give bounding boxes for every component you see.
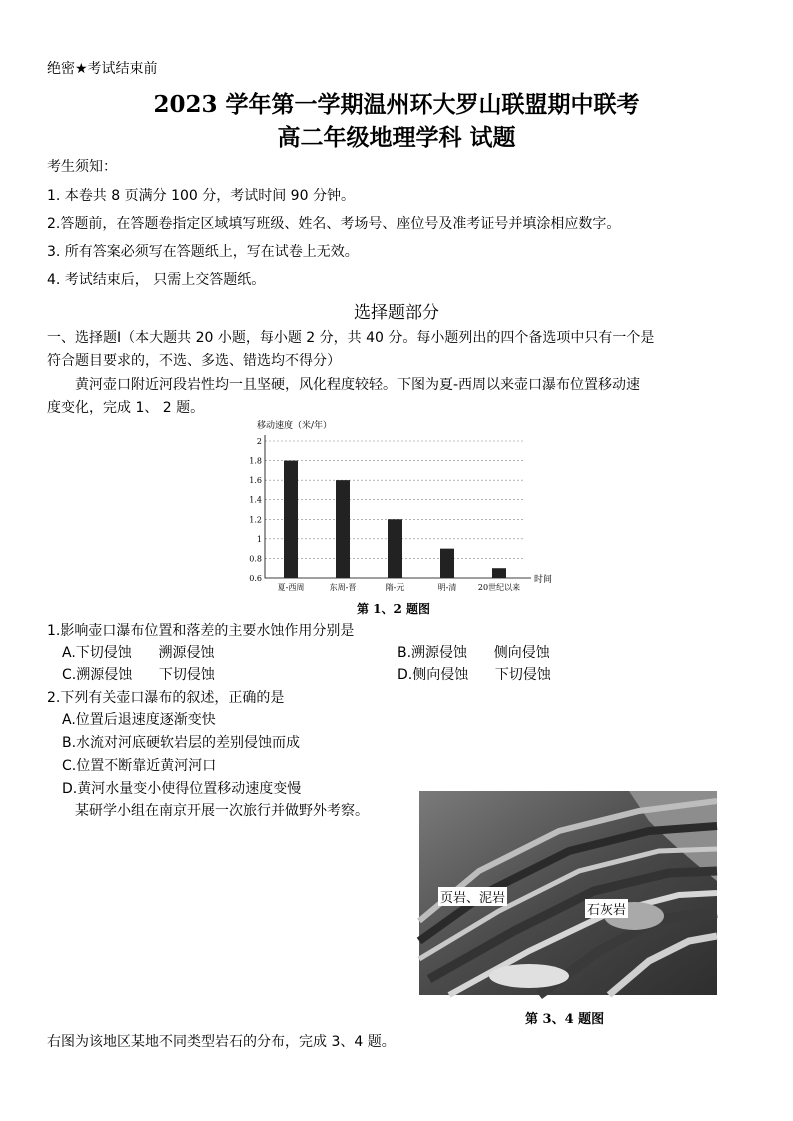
passage-text-cont: 度变化，完成 1、 2 题。 [47, 400, 205, 416]
passage-text: 黄河壶口附近河段岩性均一且坚硬，风化程度较轻。下图为夏-西周以来壶口瀑布位置移动速 [75, 377, 641, 393]
question-1-option-d: D.侧向侵蚀 下切侵蚀 [397, 667, 551, 683]
photo-label-limestone: 石灰岩 [585, 899, 628, 918]
y-tick-label: 1.4 [249, 495, 262, 505]
y-tick-label: 0.8 [249, 554, 262, 564]
y-tick-label: 1 [256, 534, 262, 544]
y-tick-label: 1.6 [249, 476, 262, 486]
x-tick-label: 明-清 [437, 583, 457, 592]
bar [440, 549, 454, 578]
y-axis-label: 移动速度（米/年） [257, 421, 333, 431]
photo-caption: 第 3、4 题图 [525, 1012, 605, 1027]
chart-canvas [249, 417, 563, 599]
y-tick-label: 1.8 [249, 456, 262, 466]
notes-heading: 考生须知： [47, 159, 117, 175]
bar [284, 461, 298, 578]
section-intro: 一、选择题Ⅰ（本大题共 20 小题，每小题 2 分，共 40 分。每小题列出的四个备选项中只有一个是 [47, 330, 655, 346]
x-tick-label: 夏-西周 [277, 583, 305, 592]
question-2-option-d: D.黄河水量变小使得位置移动速度变慢 [62, 781, 302, 797]
bar [492, 568, 506, 578]
chart-caption: 第 1、2 题图 [357, 602, 431, 616]
question-2-option-a: A.位置后退速度逐渐变快 [62, 712, 216, 728]
question-2-option-c: C.位置不断靠近黄河河口 [62, 758, 217, 774]
question-1-option-a: A.下切侵蚀 溯源侵蚀 [62, 645, 215, 661]
exam-subtitle: 高二年级地理学科 试题 [277, 124, 516, 151]
confidential-mark: 绝密★考试结束前 [47, 61, 158, 77]
section-intro-cont: 符合题目要求的，不选、多选、错选均不得分） [47, 353, 341, 369]
x-tick-label: 东周-晋 [329, 583, 357, 592]
question-1-option-c: C.溯源侵蚀 下切侵蚀 [62, 667, 215, 683]
question-1-stem: 1.影响壶口瀑布位置和落差的主要水蚀作用分别是 [47, 623, 355, 639]
y-tick-label: 1.2 [249, 515, 262, 525]
x-tick-label: 20世纪以来 [477, 583, 521, 592]
bar-chart [249, 417, 563, 599]
passage-2-instruction: 右图为该地区某地不同类型岩石的分布，完成 3、4 题。 [47, 1034, 396, 1050]
bar [336, 480, 350, 578]
section-title: 选择题部分 [354, 303, 439, 323]
rock-strata-photo [419, 791, 717, 995]
x-axis-label: 时间 [534, 575, 553, 585]
passage-2-text: 某研学小组在南京开展一次旅行并做野外考察。 [75, 803, 369, 819]
question-2-stem: 2.下列有关壶口瀑布的叙述，正确的是 [47, 690, 285, 706]
bar [388, 519, 402, 578]
y-tick-label: 2 [256, 437, 262, 446]
note-item: 3. 所有答案必须写在答题纸上，写在试卷上无效。 [47, 244, 359, 260]
question-1-option-b: B.溯源侵蚀 侧向侵蚀 [397, 645, 550, 661]
note-item: 1. 本卷共 8 页满分 100 分，考试时间 90 分钟。 [47, 188, 355, 204]
question-2-option-b: B.水流对河底硬软岩层的差别侵蚀而成 [62, 735, 301, 751]
x-tick-label: 隋-元 [385, 583, 405, 592]
note-item: 2.答题前，在答题卷指定区域填写班级、姓名、考场号、座位号及准考证号并填涂相应数字。 [47, 216, 621, 232]
photo-label-shale: 页岩、泥岩 [438, 887, 507, 906]
note-item: 4. 考试结束后， 只需上交答题纸。 [47, 272, 266, 288]
exam-title: 2023 学年第一学期温州环大罗山联盟期中联考 [153, 91, 640, 118]
y-tick-label: 0.6 [249, 574, 262, 583]
